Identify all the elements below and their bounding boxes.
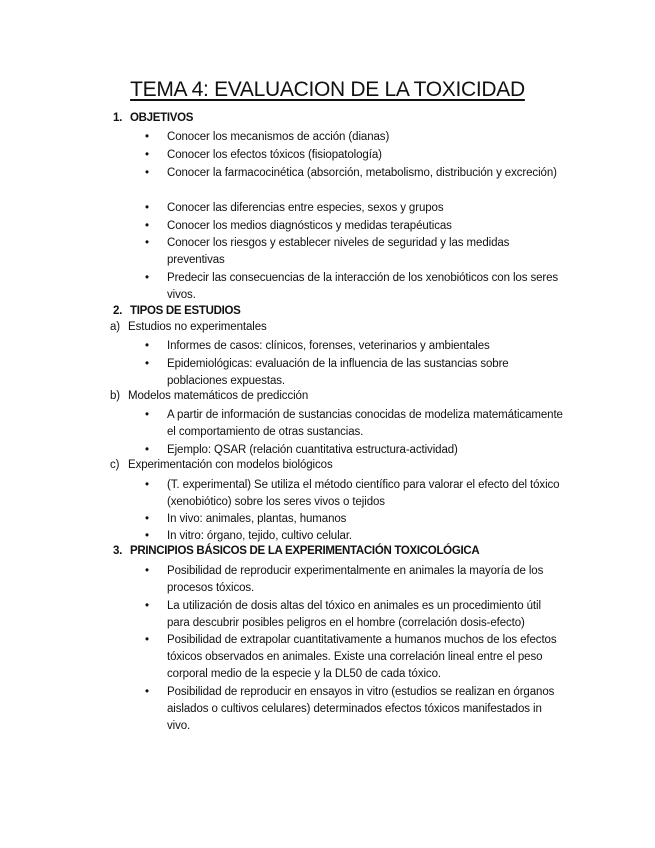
bullet-item: • (T. experimental) Se utiliza el método científico para valorar el efecto del tóxico (xenobiótico) sobre los seres vivos o tejidos — [145, 479, 560, 508]
bullet-item: • La utilización de dosis altas del tóxico en animales es un procedimiento útil para descubrir posibles peligros en el hombre (correlación dosis-efecto) — [145, 600, 541, 629]
bullet-item: • Predecir las consecuencias de la interacción de los xenobióticos con los seres vivos. — [145, 272, 559, 301]
section-heading-tipos-estudios: 2. TIPOS DE ESTUDIOS — [113, 305, 241, 317]
subsection-heading: b) Modelos matemáticos de predicción — [110, 390, 309, 402]
section-heading-objetivos: 1. OBJETIVOS — [113, 112, 194, 124]
bullet-item: • Posibilidad de reproducir experimentalmente en animales la mayoría de los procesos tóxicos. — [145, 565, 544, 594]
subsection-heading: c) Experimentación con modelos biológicos — [110, 459, 333, 471]
bullet-item: • Conocer los riesgos y establecer niveles de seguridad y las medidas preventivas — [145, 237, 510, 266]
bullet-icon: • — [145, 131, 149, 143]
page-title: TEMA 4: EVALUACION DE LA TOXICIDAD — [130, 78, 525, 101]
bullet-icon: • — [145, 479, 149, 491]
bullet-icon: • — [145, 686, 149, 698]
bullet-item: • A partir de información de sustancias conocidas de modeliza matemáticamente el comportamiento de otras sustancias. — [145, 409, 563, 438]
bullet-item: • In vivo: animales, plantas, humanos — [145, 511, 565, 528]
section-heading-principios: 3. PRINCIPIOS BÁSICOS DE LA EXPERIMENTACIÓN TOXICOLÓGICA — [113, 545, 480, 557]
bullet-item: • Posibilidad de extrapolar cuantitativamente a humanos muchos de los efectos tóxicos observados en animales. Existe una correlación lineal entre el peso corporal medio de la especie y la DL50 de cada tóxico. — [145, 634, 557, 680]
bullet-icon: • — [145, 358, 149, 370]
bullet-item: • Conocer los medios diagnósticos y medidas terapéuticas — [145, 218, 565, 235]
bullet-item: • Epidemiológicas: evaluación de la influencia de las sustancias sobre poblaciones expuestas. — [145, 358, 509, 387]
subsection-heading: a) Estudios no experimentales — [110, 321, 267, 333]
bullet-icon: • — [145, 409, 149, 421]
bullet-item: • Informes de casos: clínicos, forenses, veterinarios y ambientales — [145, 338, 565, 355]
bullet-item: • Conocer la farmacocinética (absorción, metabolismo, distribución y excreción) — [145, 165, 565, 182]
bullet-icon: • — [145, 340, 149, 352]
bullet-icon: • — [145, 634, 149, 646]
bullet-icon: • — [145, 237, 149, 249]
bullet-icon: • — [145, 565, 149, 577]
bullet-icon: • — [145, 220, 149, 232]
bullet-icon: • — [145, 272, 149, 284]
bullet-icon: • — [145, 600, 149, 612]
bullet-icon: • — [145, 167, 149, 179]
bullet-icon: • — [145, 202, 149, 214]
bullet-item: • Conocer los efectos tóxicos (fisiopatología) — [145, 147, 565, 164]
bullet-item: • Conocer las diferencias entre especies, sexos y grupos — [145, 200, 565, 217]
bullet-item: • Posibilidad de reproducir en ensayos in vitro (estudios se realizan en órganos aislados o cultivos celulares) determinados efectos tóxicos manifestados in vivo. — [145, 686, 555, 732]
bullet-item: • Ejemplo: QSAR (relación cuantitativa estructura-actividad) — [145, 442, 565, 459]
bullet-icon: • — [145, 444, 149, 456]
bullet-item: • In vitro: órgano, tejido, cultivo celular. — [145, 528, 565, 545]
bullet-item: • Conocer los mecanismos de acción (dianas) — [145, 129, 565, 146]
bullet-icon: • — [145, 530, 149, 542]
bullet-icon: • — [145, 149, 149, 161]
bullet-icon: • — [145, 513, 149, 525]
